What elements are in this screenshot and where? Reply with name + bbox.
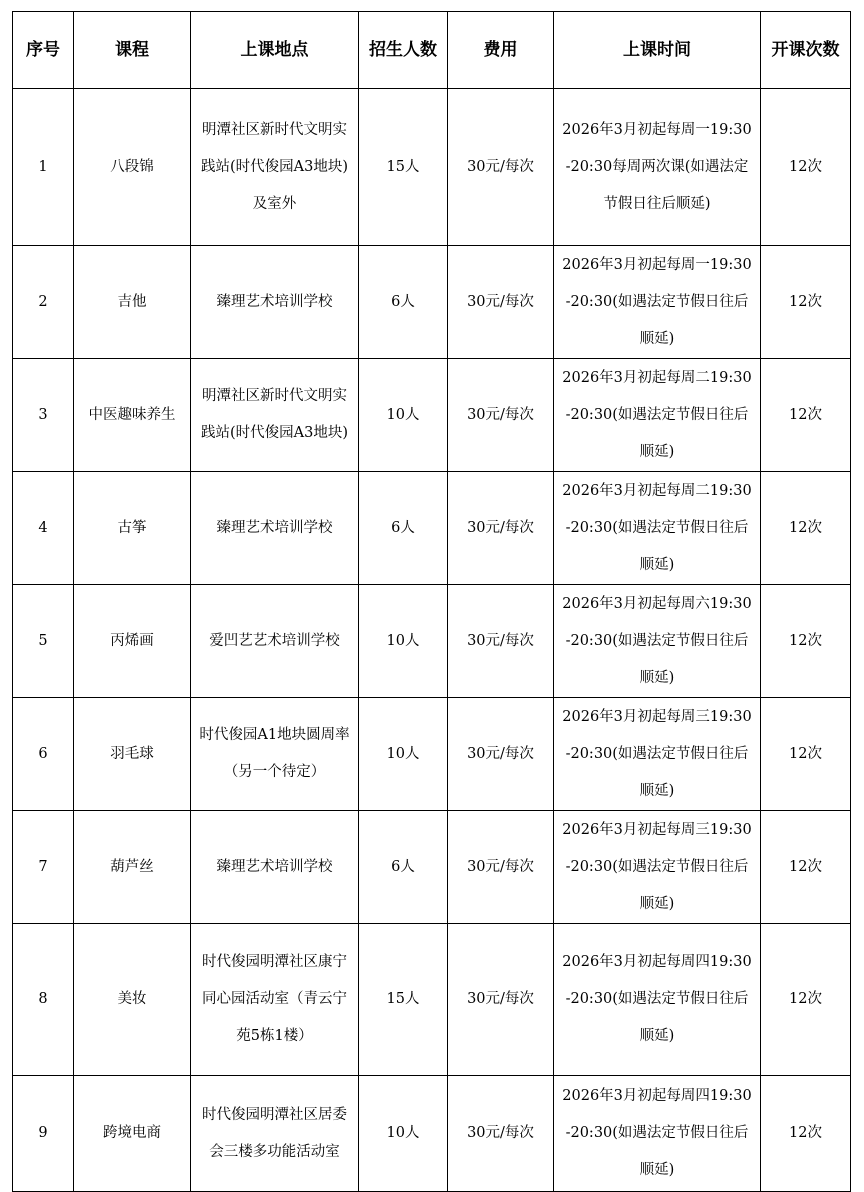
cell-time: 2026年3月初起每周一19:30-20:30(如遇法定节假日往后顺延) [554, 246, 761, 359]
cell-place: 臻理艺术培训学校 [191, 472, 359, 585]
cell-time: 2026年3月初起每周二19:30-20:30(如遇法定节假日往后顺延) [554, 359, 761, 472]
course-schedule-sheet [12, 11, 851, 1192]
cell-fee: 30元/每次 [448, 924, 554, 1076]
cell-quota: 15人 [359, 924, 448, 1076]
table-row [13, 359, 851, 472]
cell-fee: 30元/每次 [448, 472, 554, 585]
cell-quota: 10人 [359, 585, 448, 698]
cell-quota: 6人 [359, 811, 448, 924]
cell-quota: 6人 [359, 472, 448, 585]
cell-time: 2026年3月初起每周四19:30-20:30(如遇法定节假日往后顺延) [554, 924, 761, 1076]
cell-course: 葫芦丝 [74, 811, 191, 924]
table-row [13, 698, 851, 811]
cell-quota: 10人 [359, 1076, 448, 1192]
cell-no: 5 [13, 585, 74, 698]
cell-fee: 30元/每次 [448, 89, 554, 246]
cell-quota: 10人 [359, 698, 448, 811]
cell-place: 时代俊园明潭社区康宁同心园活动室（青云宁苑5栋1楼） [191, 924, 359, 1076]
cell-count: 12次 [761, 472, 851, 585]
cell-course: 八段锦 [74, 89, 191, 246]
header-time: 上课时间 [554, 12, 761, 89]
cell-place: 臻理艺术培训学校 [191, 246, 359, 359]
cell-place: 明潭社区新时代文明实践站(时代俊园A3地块)及室外 [191, 89, 359, 246]
cell-time: 2026年3月初起每周二19:30-20:30(如遇法定节假日往后顺延) [554, 472, 761, 585]
cell-count: 12次 [761, 359, 851, 472]
cell-fee: 30元/每次 [448, 698, 554, 811]
cell-quota: 6人 [359, 246, 448, 359]
cell-course: 吉他 [74, 246, 191, 359]
header-row [13, 12, 851, 89]
cell-no: 6 [13, 698, 74, 811]
cell-place: 时代俊园A1地块圆周率（另一个待定） [191, 698, 359, 811]
cell-place: 时代俊园明潭社区居委会三楼多功能活动室 [191, 1076, 359, 1192]
table-row [13, 585, 851, 698]
cell-time: 2026年3月初起每周三19:30-20:30(如遇法定节假日往后顺延) [554, 698, 761, 811]
cell-count: 12次 [761, 924, 851, 1076]
cell-quota: 10人 [359, 359, 448, 472]
cell-no: 3 [13, 359, 74, 472]
header-place: 上课地点 [191, 12, 359, 89]
cell-quota: 15人 [359, 89, 448, 246]
cell-fee: 30元/每次 [448, 246, 554, 359]
cell-count: 12次 [761, 89, 851, 246]
cell-place: 爱凹艺艺术培训学校 [191, 585, 359, 698]
cell-count: 12次 [761, 698, 851, 811]
cell-place: 明潭社区新时代文明实践站(时代俊园A3地块) [191, 359, 359, 472]
cell-no: 8 [13, 924, 74, 1076]
header-quota: 招生人数 [359, 12, 448, 89]
cell-time: 2026年3月初起每周六19:30-20:30(如遇法定节假日往后顺延) [554, 585, 761, 698]
cell-fee: 30元/每次 [448, 359, 554, 472]
table-row [13, 472, 851, 585]
cell-course: 中医趣味养生 [74, 359, 191, 472]
cell-place: 臻理艺术培训学校 [191, 811, 359, 924]
cell-time: 2026年3月初起每周一19:30-20:30每周两次课(如遇法定节假日往后顺延) [554, 89, 761, 246]
header-fee: 费用 [448, 12, 554, 89]
cell-count: 12次 [761, 585, 851, 698]
cell-fee: 30元/每次 [448, 585, 554, 698]
header-count: 开课次数 [761, 12, 851, 89]
cell-course: 跨境电商 [74, 1076, 191, 1192]
header-course: 课程 [74, 12, 191, 89]
cell-no: 9 [13, 1076, 74, 1192]
cell-course: 美妆 [74, 924, 191, 1076]
table-row [13, 89, 851, 246]
cell-fee: 30元/每次 [448, 811, 554, 924]
cell-no: 2 [13, 246, 74, 359]
cell-fee: 30元/每次 [448, 1076, 554, 1192]
course-schedule-table [12, 11, 851, 1192]
cell-course: 羽毛球 [74, 698, 191, 811]
table-row [13, 924, 851, 1076]
cell-no: 7 [13, 811, 74, 924]
header-no: 序号 [13, 12, 74, 89]
cell-course: 丙烯画 [74, 585, 191, 698]
table-row [13, 246, 851, 359]
cell-time: 2026年3月初起每周三19:30-20:30(如遇法定节假日往后顺延) [554, 811, 761, 924]
table-row [13, 811, 851, 924]
table-row [13, 1076, 851, 1192]
cell-no: 4 [13, 472, 74, 585]
cell-time: 2026年3月初起每周四19:30-20:30(如遇法定节假日往后顺延) [554, 1076, 761, 1192]
cell-count: 12次 [761, 246, 851, 359]
cell-count: 12次 [761, 811, 851, 924]
cell-course: 古筝 [74, 472, 191, 585]
cell-no: 1 [13, 89, 74, 246]
cell-count: 12次 [761, 1076, 851, 1192]
